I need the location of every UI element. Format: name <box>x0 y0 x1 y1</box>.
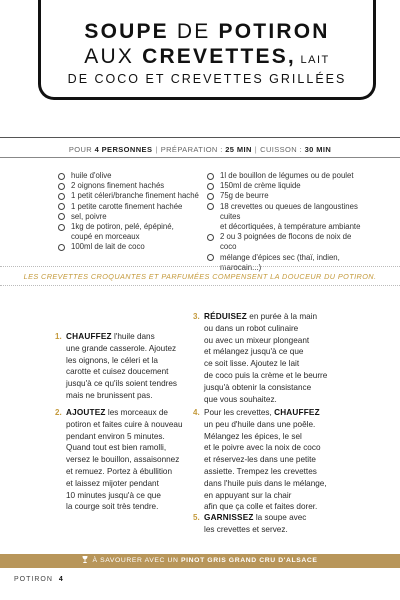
ingredient-item <box>207 171 367 181</box>
ingredient-item <box>58 212 208 222</box>
step-number: 3. <box>193 312 200 321</box>
ingredient-item <box>58 242 208 252</box>
step-text: et mélangez jusqu'à ce que <box>204 347 304 357</box>
ingredient-item <box>58 181 208 191</box>
step-line <box>204 382 327 394</box>
step-line <box>66 390 177 402</box>
step-line <box>66 331 177 343</box>
step-line <box>66 343 177 355</box>
banner-wine: PINOT GRIS GRAND CRU D'ALSACE <box>181 557 318 564</box>
ingredient-text: mélange d'épices sec (thaï, indien, <box>220 252 340 262</box>
cook-label: CUISSON : <box>260 145 303 154</box>
prep-value: 25 MIN <box>225 145 252 154</box>
step-text: les oignons, le céleri et la <box>66 355 158 365</box>
servings-value: 4 PERSONNES <box>94 145 153 154</box>
banner-prefix: À SAVOURER AVEC UN <box>92 557 182 564</box>
title-word: DE <box>168 20 219 43</box>
prep-label: PRÉPARATION : <box>160 145 223 154</box>
step-line <box>66 454 183 466</box>
recipe-meta: POUR 4 PERSONNES | PRÉPARATION : 25 MIN | CUISSON : 30 MIN <box>68 145 332 154</box>
step-text: pendant environ 5 minutes. <box>66 431 165 441</box>
ingredient-item <box>207 253 367 273</box>
step-number: 1. <box>55 332 62 341</box>
ingredient-text: 18 crevettes ou queues de langoustines cuites <box>220 201 358 221</box>
step-line <box>204 394 327 406</box>
step-text: et remuez. Portez à ébullition <box>66 466 173 476</box>
step-text: mais ne brunissent pas. <box>66 390 153 400</box>
step-text: jusqu'à ce qu'ils soient tendres <box>66 379 177 389</box>
step-number: 2. <box>55 408 62 417</box>
title-box <box>38 0 376 100</box>
ingredient-text: sel, poivre <box>71 211 107 221</box>
step-line <box>66 419 183 431</box>
step-line <box>204 490 327 502</box>
bullet-icon <box>207 203 214 210</box>
step-verb: GARNISSEZ <box>204 513 254 522</box>
tagline: LES CREVETTES CROQUANTES ET PARFUMÉES COMPENSENT LA DOUCEUR DU POTIRON. <box>23 272 377 281</box>
ingredient-text: 75g de beurre <box>220 191 269 201</box>
bullet-icon <box>207 254 214 261</box>
cook-value: 30 MIN <box>304 145 332 154</box>
title-line-1 <box>41 20 373 44</box>
step-text: Pour les crevettes, <box>204 408 275 417</box>
ingredient-item <box>58 222 208 242</box>
step-text: en appuyant sur la chair <box>204 490 292 500</box>
bullet-icon <box>207 183 214 190</box>
ingredient-item <box>58 171 208 181</box>
step-3 <box>193 311 328 405</box>
title-word: AUX <box>84 45 143 68</box>
title-line-2 <box>41 45 373 69</box>
step-verb: CHAUFFEZ <box>66 332 112 341</box>
ingredient-text: coupé en morceaux <box>71 232 140 242</box>
ingredient-text: 2 ou 3 poignées de flocons de noix de coco <box>220 232 352 252</box>
ingredient-item <box>207 232 367 252</box>
title-line-3: DE COCO ET CREVETTES GRILLÉES <box>67 72 347 86</box>
servings-label: POUR <box>68 145 93 154</box>
step-text: en purée à la main <box>247 312 318 321</box>
bullet-icon <box>58 193 65 200</box>
ingredient-text: 2 oignons finement hachés <box>71 181 165 191</box>
title-word: POTIRON <box>218 20 330 43</box>
step-text: les morceaux de <box>105 408 168 417</box>
step-text: un peu d'huile dans une poêle. <box>204 419 316 429</box>
step-text: carotte et cuisez doucement <box>66 367 169 377</box>
ingredient-text: 1 petit céleri/branche finement haché <box>71 191 199 201</box>
ingredient-item <box>207 191 367 201</box>
step-line <box>204 466 327 478</box>
ingredient-item <box>58 202 208 212</box>
tagline-rule-bottom <box>0 285 400 286</box>
step-text: ce soit lisse. Ajoutez le lait <box>204 359 300 369</box>
step-line <box>204 419 327 431</box>
step-text: ou dans un robot culinaire <box>204 323 299 333</box>
ingredient-text: et décortiquées, à température ambiante <box>220 222 361 232</box>
bullet-icon <box>58 203 65 210</box>
meta-rule <box>0 157 400 158</box>
bullet-icon <box>207 193 214 200</box>
step-text: potiron et faites cuire à nouveau <box>66 419 183 429</box>
step-line <box>66 378 177 390</box>
tagline-rule-top <box>0 266 400 267</box>
step-line <box>204 512 306 524</box>
ingredient-text: huile d'olive <box>71 171 112 180</box>
step-line <box>204 358 327 370</box>
step-text: de coco puis la crème et le beurre <box>204 370 328 380</box>
step-text: 10 minutes jusqu'à ce que <box>66 490 161 500</box>
title-word: LAIT <box>295 54 330 66</box>
step-verb: CHAUFFEZ <box>274 408 320 417</box>
step-text: la courge soit très tendre. <box>66 502 159 512</box>
step-4 <box>193 407 327 513</box>
step-line <box>66 442 183 454</box>
step-line <box>204 335 327 347</box>
bullet-icon <box>58 244 65 251</box>
step-line <box>66 366 177 378</box>
bullet-icon <box>58 224 65 231</box>
title-word: SOUPE <box>84 20 169 43</box>
bullet-icon <box>207 173 214 180</box>
step-text: jusqu'à obtenir la consistance <box>204 382 312 392</box>
step-line <box>204 478 327 490</box>
bullet-icon <box>58 213 65 220</box>
ingredient-text: 1l de bouillon de légumes ou de poulet <box>220 171 354 180</box>
step-line <box>204 323 327 335</box>
step-text: assiette. Trempez les crevettes <box>204 466 317 476</box>
step-number: 4. <box>193 408 200 417</box>
step-line <box>66 355 177 367</box>
step-text: ou avec un mixeur plongeant <box>204 335 310 345</box>
step-line <box>204 524 306 536</box>
step-line <box>66 490 183 502</box>
step-text: et le poivre avec la noix de coco <box>204 443 321 453</box>
step-line <box>204 346 327 358</box>
page-number: 4 <box>58 576 64 583</box>
step-text: l'huile dans <box>111 332 155 341</box>
step-line <box>66 407 183 419</box>
ingredients-left <box>58 171 208 253</box>
step-text: la soupe avec <box>253 513 307 522</box>
ingredient-text: 1kg de potiron, pelé, épépiné, <box>71 222 174 232</box>
step-line <box>66 431 183 443</box>
bullet-icon <box>58 183 65 190</box>
step-line <box>204 407 327 419</box>
step-5 <box>193 512 307 536</box>
step-verb: RÉDUISEZ <box>204 312 247 321</box>
step-line <box>66 501 183 513</box>
step-text: afin que ça colle et faites dorer. <box>204 502 318 512</box>
step-text: et réservez-les dans une petite <box>204 455 316 465</box>
step-line <box>204 454 327 466</box>
step-line <box>204 370 327 382</box>
ingredients-right <box>207 171 367 273</box>
step-text: dans l'huile puis dans le mélange, <box>204 478 327 488</box>
step-2 <box>55 407 183 513</box>
top-rule <box>0 137 400 138</box>
ingredient-text: marocain...) <box>220 262 262 272</box>
step-line <box>204 442 327 454</box>
ingredient-text: 100ml de lait de coco <box>71 242 145 252</box>
bullet-icon <box>58 173 65 180</box>
bullet-icon <box>207 234 214 241</box>
ingredient-text: 1 petite carotte finement hachée <box>71 201 183 211</box>
ingredient-item <box>58 191 208 201</box>
step-line <box>66 466 183 478</box>
step-text: versez le bouillon, assaisonnez <box>66 455 180 465</box>
step-text: les crevettes et servez. <box>204 524 288 534</box>
step-line <box>66 478 183 490</box>
step-text: Mélangez les épices, le sel <box>204 431 302 441</box>
ingredient-item <box>207 202 367 233</box>
step-text: une grande casserole. Ajoutez <box>66 343 177 353</box>
step-1 <box>55 331 177 402</box>
title-word: CREVETTES, <box>142 45 296 68</box>
wine-pairing-banner <box>0 554 400 568</box>
step-line <box>204 311 327 323</box>
step-number: 5. <box>193 513 200 522</box>
wine-glass-icon <box>82 556 88 563</box>
step-line <box>204 431 327 443</box>
page-footer <box>14 576 64 583</box>
footer-section: POTIRON <box>14 576 53 583</box>
step-text: Quand tout est bien ramolli, <box>66 443 167 453</box>
ingredient-item <box>207 181 367 191</box>
step-text: et laissez mijoter pendant <box>66 478 159 488</box>
step-text: que vous souhaitez. <box>204 394 277 404</box>
step-verb: AJOUTEZ <box>66 408 106 417</box>
ingredient-text: 150ml de crème liquide <box>220 181 301 191</box>
